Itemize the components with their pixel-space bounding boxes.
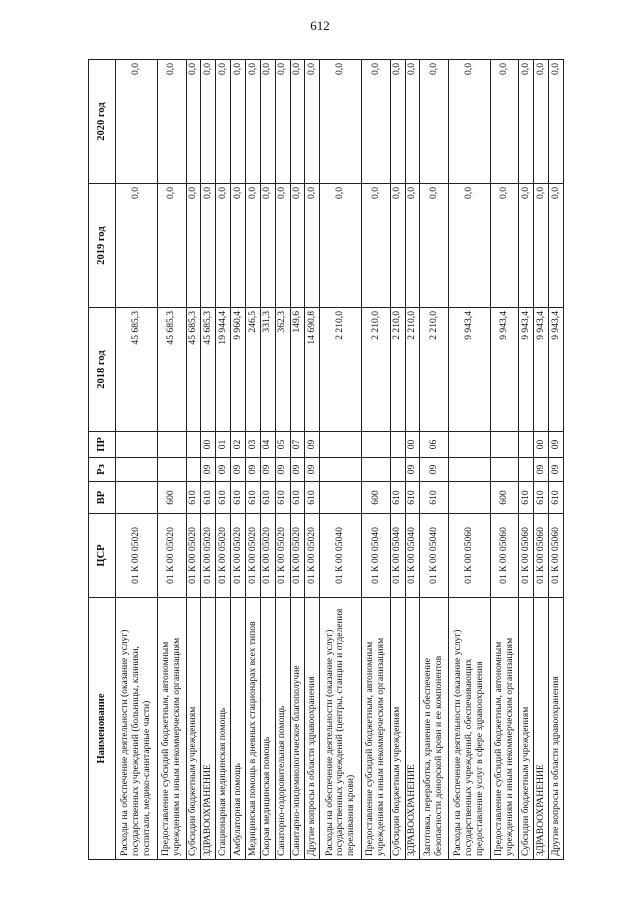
cell-vr [116,482,158,514]
table-header-row [89,60,116,860]
cell-rz: 09 [549,458,564,482]
cell-rz: 09 [405,458,420,482]
cell-csr: 01 К 00 05020 [158,514,186,598]
cell-rz [519,458,534,482]
table-row [216,60,231,860]
cell-csr: 01 К 00 05060 [534,514,549,598]
cell-2018: 9 943,4 [549,308,564,432]
header-name: Наименование [89,598,116,860]
table-row [201,60,216,860]
cell-name: Предоставление субсидий бюджетным, автономным учреждениям и иным некоммерческим организациям [490,598,518,860]
table-row [275,60,290,860]
cell-name: Санитарно-эпидемиологическое благополучие [290,598,305,860]
cell-rz: 09 [216,458,231,482]
rotated-table-container [88,60,564,860]
cell-2018: 45 685,3 [186,308,201,432]
cell-vr: 610 [201,482,216,514]
cell-2018: 149,6 [290,308,305,432]
cell-csr: 01 К 00 05040 [362,514,390,598]
page-number: 612 [310,18,330,33]
cell-2019: 0,0 [186,184,201,308]
cell-vr: 610 [549,482,564,514]
cell-name: Субсидии бюджетным учреждениям [390,598,405,860]
cell-rz [448,458,490,482]
cell-rz [186,458,201,482]
cell-name: Другие вопросы в области здравоохранения [549,598,564,860]
cell-2019: 0,0 [534,184,549,308]
cell-2018: 45 685,3 [158,308,186,432]
table-row [490,60,518,860]
table-row [245,60,260,860]
cell-2018: 14 690,8 [305,308,320,432]
cell-csr: 01 К 00 05020 [260,514,275,598]
cell-vr: 610 [245,482,260,514]
cell-csr: 01 К 00 05020 [275,514,290,598]
cell-pr: 00 [201,432,216,458]
cell-2018: 9 943,4 [534,308,549,432]
cell-2018: 2 210,0 [320,308,362,432]
cell-2018: 9 943,4 [448,308,490,432]
cell-2018: 45 685,3 [201,308,216,432]
cell-pr: 00 [405,432,420,458]
cell-pr [362,432,390,458]
cell-csr: 01 К 00 05020 [290,514,305,598]
cell-2019: 0,0 [245,184,260,308]
cell-pr [448,432,490,458]
cell-rz [158,458,186,482]
cell-csr: 01 К 00 05020 [231,514,246,598]
cell-rz: 09 [231,458,246,482]
cell-pr [490,432,518,458]
cell-2020: 0,0 [290,60,305,184]
cell-2018: 9 943,4 [519,308,534,432]
cell-pr: 03 [245,432,260,458]
cell-2020: 0,0 [362,60,390,184]
cell-2020: 0,0 [405,60,420,184]
cell-name: Другие вопросы в области здравоохранения [305,598,320,860]
cell-rz [116,458,158,482]
cell-2019: 0,0 [549,184,564,308]
cell-vr: 610 [390,482,405,514]
cell-rz: 09 [290,458,305,482]
cell-rz [390,458,405,482]
cell-2018: 2 210,0 [362,308,390,432]
cell-2018: 9 960,4 [231,308,246,432]
cell-vr: 610 [186,482,201,514]
cell-2019: 0,0 [320,184,362,308]
cell-name: Расходы на обеспечение деятельности (оказание услуг) государственных учреждений (больницы, клиники, госпитали, медико-санитарные части) [116,598,158,860]
cell-2019: 0,0 [216,184,231,308]
cell-2019: 0,0 [390,184,405,308]
cell-vr: 600 [490,482,518,514]
cell-name: Субсидии бюджетным учреждениям [519,598,534,860]
cell-2020: 0,0 [186,60,201,184]
cell-2019: 0,0 [290,184,305,308]
cell-2018: 331,3 [260,308,275,432]
cell-2020: 0,0 [490,60,518,184]
budget-table [88,59,564,860]
cell-rz: 09 [275,458,290,482]
cell-2018: 2 210,0 [405,308,420,432]
cell-2018: 246,5 [245,308,260,432]
cell-vr: 610 [290,482,305,514]
table-row [390,60,405,860]
cell-pr [116,432,158,458]
cell-rz: 09 [260,458,275,482]
cell-2018: 19 944,4 [216,308,231,432]
cell-csr: 01 К 00 05040 [420,514,448,598]
cell-2019: 0,0 [362,184,390,308]
cell-pr: 09 [549,432,564,458]
cell-vr: 610 [405,482,420,514]
cell-vr: 610 [420,482,448,514]
cell-vr: 610 [305,482,320,514]
cell-2019: 0,0 [116,184,158,308]
header-rz: Рз [89,458,116,482]
cell-2020: 0,0 [305,60,320,184]
cell-csr: 01 К 00 05020 [201,514,216,598]
cell-csr: 01 К 00 05040 [320,514,362,598]
table-row [519,60,534,860]
cell-name: Предоставление субсидий бюджетным, автономным учреждениям и иным некоммерческим организациям [362,598,390,860]
cell-2020: 0,0 [275,60,290,184]
cell-csr: 01 К 00 05060 [448,514,490,598]
cell-2020: 0,0 [534,60,549,184]
cell-pr [390,432,405,458]
cell-rz [490,458,518,482]
cell-vr: 610 [275,482,290,514]
table-row [116,60,158,860]
cell-name: Скорая медицинская помощь [260,598,275,860]
cell-2018: 2 210,0 [420,308,448,432]
table-row [448,60,490,860]
cell-rz: 09 [201,458,216,482]
cell-vr: 610 [231,482,246,514]
cell-rz: 09 [420,458,448,482]
cell-2019: 0,0 [158,184,186,308]
cell-csr: 01 К 00 05020 [245,514,260,598]
cell-2019: 0,0 [201,184,216,308]
cell-2020: 0,0 [448,60,490,184]
cell-2019: 0,0 [490,184,518,308]
cell-2019: 0,0 [420,184,448,308]
table-row [305,60,320,860]
cell-2020: 0,0 [519,60,534,184]
header-2019: 2019 год [89,184,116,308]
cell-2018: 45 685,3 [116,308,158,432]
table-row [158,60,186,860]
cell-name: Амбулаторная помощь [231,598,246,860]
cell-vr: 610 [534,482,549,514]
cell-pr: 01 [216,432,231,458]
table-row [549,60,564,860]
cell-pr: 02 [231,432,246,458]
cell-rz: 09 [534,458,549,482]
cell-name: ЗДРАВООХРАНЕНИЕ [201,598,216,860]
cell-csr: 01 К 00 05060 [519,514,534,598]
cell-csr: 01 К 00 05040 [405,514,420,598]
cell-name: Санаторно-оздоровительная помощь [275,598,290,860]
cell-2020: 0,0 [260,60,275,184]
header-csr: ЦСР [89,514,116,598]
table-row [290,60,305,860]
cell-name: Субсидии бюджетным учреждениям [186,598,201,860]
header-vr: ВР [89,482,116,514]
cell-name: Предоставление субсидий бюджетным, автономным учреждениям и иным некоммерческим организациям [158,598,186,860]
cell-pr [186,432,201,458]
cell-csr: 01 К 00 05020 [305,514,320,598]
cell-2020: 0,0 [116,60,158,184]
cell-2019: 0,0 [519,184,534,308]
cell-pr: 06 [420,432,448,458]
cell-pr: 05 [275,432,290,458]
header-2020: 2020 год [89,60,116,184]
table-row [186,60,201,860]
cell-csr: 01 К 00 05020 [186,514,201,598]
cell-vr: 600 [362,482,390,514]
cell-2020: 0,0 [216,60,231,184]
cell-2019: 0,0 [275,184,290,308]
cell-rz [362,458,390,482]
cell-2018: 9 943,4 [490,308,518,432]
cell-vr [320,482,362,514]
cell-csr: 01 К 00 05040 [390,514,405,598]
table-row [231,60,246,860]
cell-name: Заготовка, переработка, хранение и обеспечение безопасности донорской крови и ее компонентов [420,598,448,860]
table-row [420,60,448,860]
cell-rz: 09 [305,458,320,482]
cell-vr [448,482,490,514]
cell-name: ЗДРАВООХРАНЕНИЕ [405,598,420,860]
cell-pr [320,432,362,458]
cell-2019: 0,0 [448,184,490,308]
cell-2020: 0,0 [201,60,216,184]
cell-2019: 0,0 [405,184,420,308]
cell-vr: 610 [519,482,534,514]
table-row [405,60,420,860]
cell-2020: 0,0 [320,60,362,184]
cell-name: Расходы на обеспечение деятельности (оказание услуг) государственных учреждений, обеспечивающих предоставление услуг в сфере здравоохранения [448,598,490,860]
cell-2018: 362,3 [275,308,290,432]
cell-name: Расходы на обеспечение деятельности (оказание услуг) государственных учреждений (центры, станции и отделения переливания крови) [320,598,362,860]
cell-2020: 0,0 [158,60,186,184]
cell-csr: 01 К 00 05060 [490,514,518,598]
cell-2020: 0,0 [390,60,405,184]
cell-vr: 600 [158,482,186,514]
cell-2019: 0,0 [231,184,246,308]
cell-pr: 07 [290,432,305,458]
header-pr: ПР [89,432,116,458]
cell-name: Стационарная медицинская помощь [216,598,231,860]
cell-vr: 610 [216,482,231,514]
table-row [260,60,275,860]
cell-csr: 01 К 00 05020 [216,514,231,598]
cell-2020: 0,0 [420,60,448,184]
cell-pr: 09 [305,432,320,458]
header-2018: 2018 год [89,308,116,432]
cell-vr: 610 [260,482,275,514]
cell-name: ЗДРАВООХРАНЕНИЕ [534,598,549,860]
table-row [320,60,362,860]
cell-2020: 0,0 [549,60,564,184]
cell-csr: 01 К 00 05060 [549,514,564,598]
cell-pr [158,432,186,458]
cell-pr: 00 [534,432,549,458]
cell-csr: 01 К 00 05020 [116,514,158,598]
cell-name: Медицинская помощь в дневных стационарах всех типов [245,598,260,860]
cell-rz [320,458,362,482]
cell-rz: 09 [245,458,260,482]
table-row [534,60,549,860]
cell-2020: 0,0 [231,60,246,184]
table-row [362,60,390,860]
cell-2019: 0,0 [305,184,320,308]
cell-pr: 04 [260,432,275,458]
cell-pr [519,432,534,458]
cell-2019: 0,0 [260,184,275,308]
table-body [116,60,564,860]
cell-2018: 2 210,0 [390,308,405,432]
cell-2020: 0,0 [245,60,260,184]
